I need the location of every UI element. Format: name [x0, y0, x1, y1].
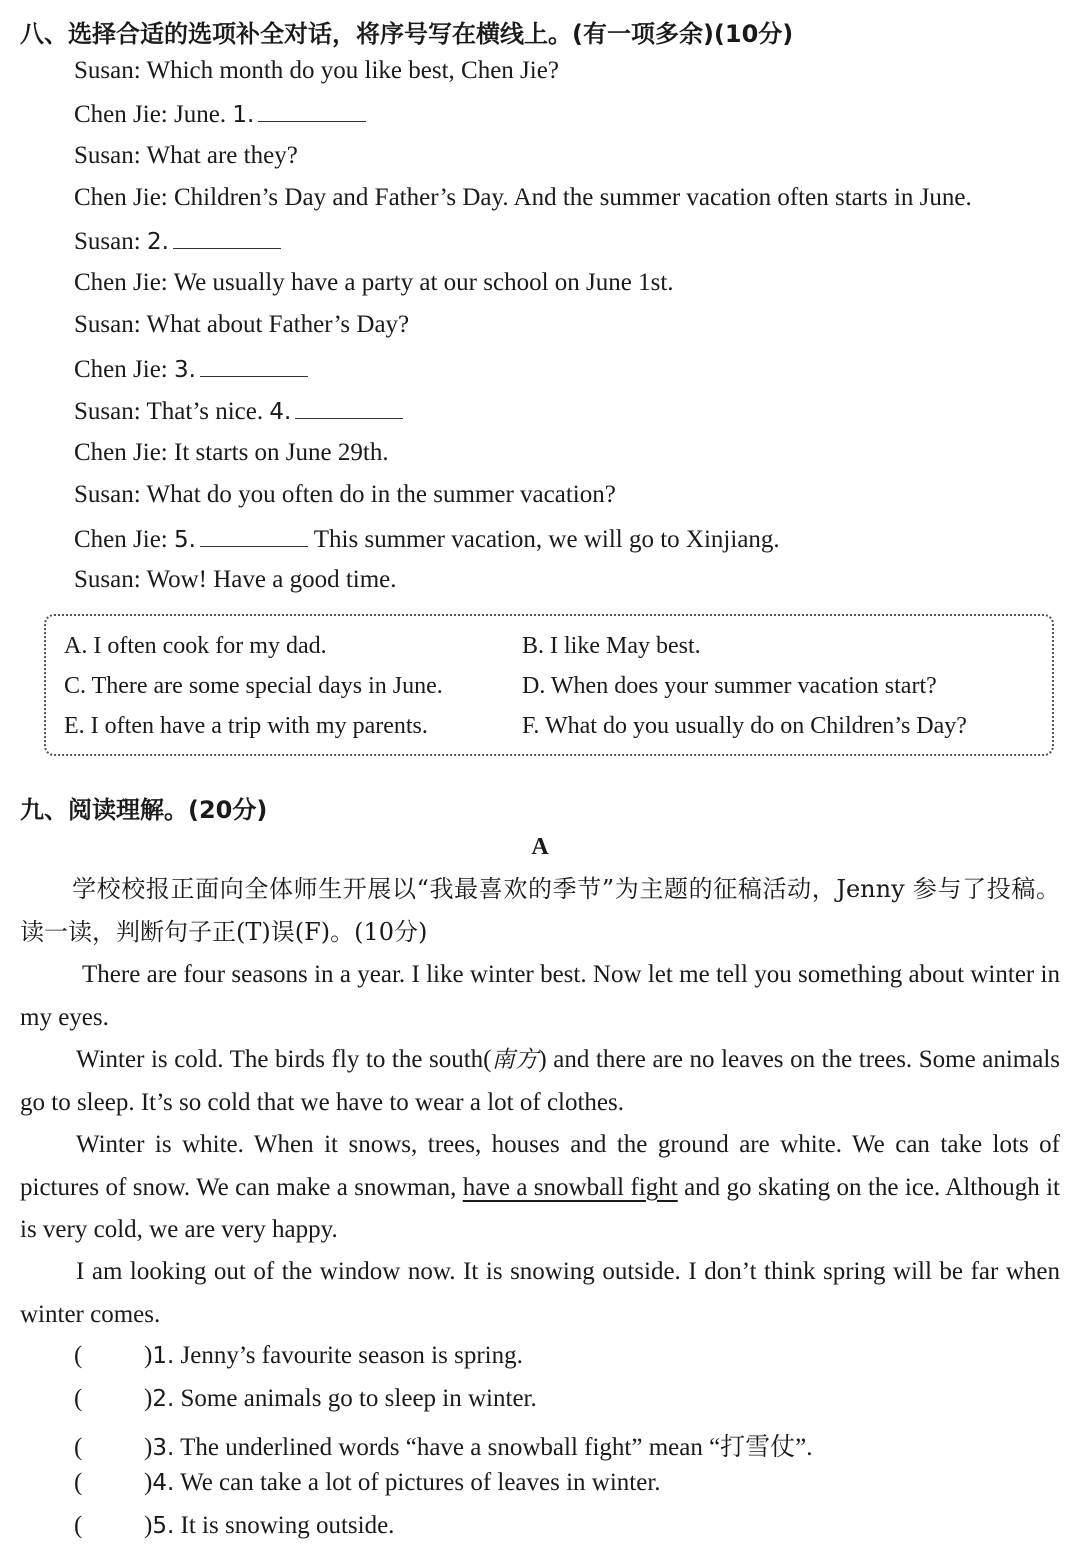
- question-text: It is snowing outside.: [180, 1512, 395, 1539]
- tf-question-5: ( )5. It is snowing outside.: [74, 1512, 395, 1539]
- option-b: B. I like May best.: [522, 633, 701, 659]
- speaker: Susan:: [74, 481, 141, 508]
- speaker: Susan:: [74, 566, 141, 593]
- line-text-after: This summer vacation, we will go to Xinjiang.: [313, 526, 780, 553]
- tf-question-4: ( )4. We can take a lot of pictures of leaves in winter.: [74, 1469, 661, 1496]
- speaker: Susan:: [74, 398, 141, 425]
- option-e: E. I often have a trip with my parents.: [64, 713, 428, 739]
- line-text: June.: [174, 101, 227, 128]
- blank-number: 2.: [146, 229, 169, 255]
- blank-number: 5.: [174, 527, 196, 553]
- line-text: We usually have a party at our school on June 1st.: [173, 269, 674, 296]
- dialogue-line-13: [74, 566, 397, 594]
- p2-chinese-gloss: 南方: [491, 1047, 539, 1073]
- speaker: Susan:: [74, 142, 141, 169]
- question-text: Some animals go to sleep in winter.: [180, 1385, 537, 1412]
- answer-paren-4[interactable]: (: [74, 1469, 83, 1496]
- passage-paragraph-1: There are four seasons in a year. I like winter best. Now let me tell you something about winter in my eyes.: [20, 961, 1060, 1031]
- option-f: F. What do you usually do on Children’s Day?: [522, 713, 967, 739]
- line-text: It starts on June 29th.: [174, 439, 389, 466]
- speaker: Susan:: [74, 57, 141, 84]
- dialogue-line-6: [74, 269, 674, 297]
- dialogue-line-12: [74, 524, 780, 554]
- passage-paragraph-4: I am looking out of the window now. It is snowing outside. I don’t think spring will be far when winter comes.: [20, 1258, 1060, 1328]
- tf-question-1: ( )1. Jenny’s favourite season is spring.: [74, 1342, 523, 1369]
- answer-paren-1[interactable]: (: [74, 1342, 83, 1369]
- option-c: C. There are some special days in June.: [64, 673, 443, 699]
- p2-text-b: ) and there are no leaves on the trees. Some animals go to sleep. It’s so cold that we have to wear a lot of clothes.: [20, 1046, 1060, 1116]
- blank-number: 3.: [174, 357, 196, 383]
- dialogue-line-3: [74, 142, 298, 170]
- speaker: Chen Jie:: [74, 184, 168, 211]
- question-text: The underlined words “have a snowball fight” mean “打雪仗”.: [180, 1434, 813, 1461]
- intro-instructions: 学校校报正面向全体师生开展以“我最喜欢的季节”为主题的征稿活动，Jenny 参与了投稿。读一读，判断句子正(T)误(F)。(10分): [20, 875, 1060, 946]
- tf-question-2: ( )2. Some animals go to sleep in winter.: [74, 1385, 537, 1412]
- line-text: What about Father’s Day?: [146, 311, 410, 338]
- line-text: Wow! Have a good time.: [146, 566, 397, 593]
- question-text: We can take a lot of pictures of leaves in winter.: [180, 1469, 661, 1496]
- section8-title: 八、选择合适的选项补全对话，将序号写在横线上。(有一项多余)(10分): [20, 20, 794, 48]
- answer-blank-2[interactable]: [173, 226, 281, 249]
- dialogue-line-8: [74, 354, 308, 384]
- line-text: That’s nice.: [146, 398, 264, 425]
- dialogue-line-4: [74, 184, 972, 212]
- line-text: What are they?: [146, 142, 298, 169]
- answer-blank-5[interactable]: [200, 524, 308, 547]
- question-number: 4.: [152, 1470, 175, 1496]
- part-label: A: [531, 834, 549, 860]
- option-a: A. I often cook for my dad.: [64, 633, 327, 659]
- line-text: What do you often do in the summer vacation?: [146, 481, 616, 508]
- question-number: 1.: [152, 1343, 175, 1369]
- speaker: Chen Jie:: [74, 439, 168, 466]
- answer-blank-4[interactable]: [295, 396, 403, 419]
- p3-text-b: and go skating on the ice. Although it is very cold, we are very happy.: [20, 1173, 1061, 1243]
- option-d: D. When does your summer vacation start?: [522, 673, 937, 699]
- blank-number: 4.: [269, 399, 292, 425]
- speaker: Chen Jie:: [74, 526, 168, 553]
- dialogue-line-1: [74, 57, 559, 85]
- answer-blank-3[interactable]: [200, 354, 308, 377]
- dialogue-line-2: [74, 99, 366, 129]
- dialogue-line-10: [74, 439, 389, 467]
- passage-paragraph-3: [20, 1124, 1060, 1252]
- question-number: 2.: [152, 1386, 175, 1412]
- answer-paren-2[interactable]: (: [74, 1385, 83, 1412]
- passage-paragraph-2: [20, 1039, 1060, 1124]
- line-text: Which month do you like best, Chen Jie?: [146, 57, 559, 84]
- dialogue-line-5: [74, 226, 281, 256]
- p2-text-a: Winter is cold. The birds fly to the south(: [76, 1046, 492, 1073]
- question-number: 5.: [152, 1513, 175, 1539]
- p3-text-a: Winter is white. When it snows, trees, houses and the ground are white. We can take lots of pictures of snow. We can make a snowman,: [20, 1131, 1060, 1201]
- dialogue-line-7: [74, 311, 409, 339]
- question-number: 3.: [152, 1435, 175, 1461]
- answer-paren-5[interactable]: (: [74, 1512, 83, 1539]
- blank-number: 1.: [232, 102, 255, 128]
- tf-question-3: ( )3. The underlined words “have a snowball fight” mean “打雪仗”.: [74, 1434, 813, 1461]
- answer-blank-1[interactable]: [258, 99, 366, 122]
- section9-title: 九、阅读理解。(20分): [20, 796, 268, 824]
- question-text: Jenny’s favourite season is spring.: [180, 1342, 523, 1369]
- speaker: Chen Jie:: [74, 356, 168, 383]
- underlined-phrase: have a snowball fight: [462, 1173, 678, 1201]
- speaker: Susan:: [74, 311, 141, 338]
- speaker: Chen Jie:: [74, 101, 168, 128]
- line-text: Children’s Day and Father’s Day. And the summer vacation often starts in June.: [174, 184, 972, 211]
- dialogue-line-9: [74, 396, 403, 426]
- dialogue-line-11: [74, 481, 616, 509]
- answer-paren-3[interactable]: (: [74, 1434, 83, 1461]
- speaker: Chen Jie:: [74, 269, 168, 296]
- speaker: Susan:: [74, 228, 141, 255]
